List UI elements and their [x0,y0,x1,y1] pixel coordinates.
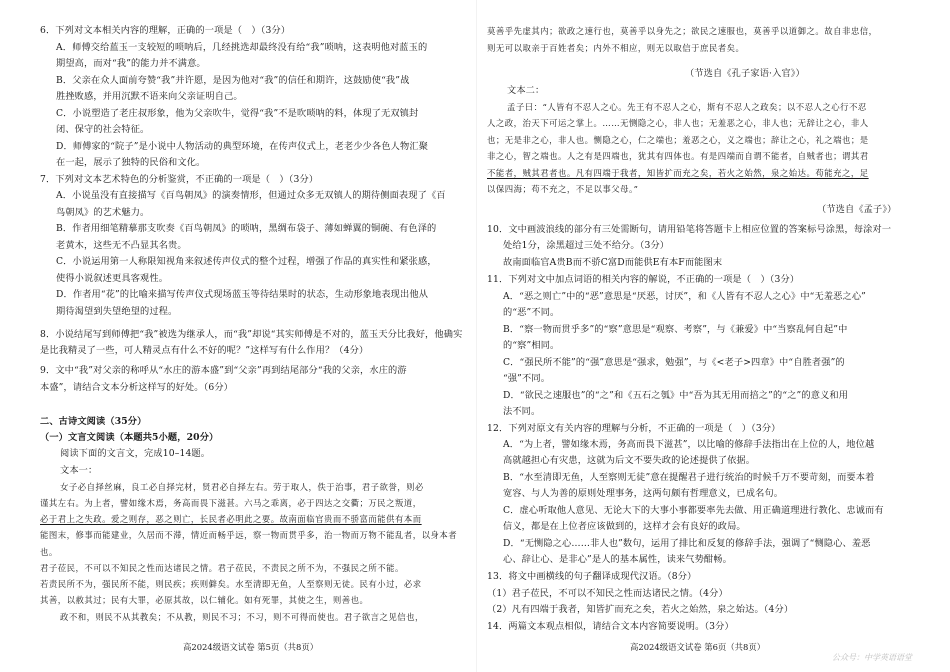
left-text-line: 其善，以赦其过；民有大罪，必原其故，以仁辅化。如有死罪，其使之生，则善也。 [40,595,369,605]
right-text-line: （1）君子莅民，不可以不知民之性而达诸民之情。（4分） [487,588,728,599]
right-text-line: 心、辞让心、是非心”是人的基本属性，读来气势酣畅。 [503,554,732,565]
right-text-line: 信义，都是在上位者应该做到的，这样才会有良好的政局。 [503,521,746,532]
left-text-line: B．父亲在众人面前夸赞“我”并许愿，是因为他对“我”的信任和期许，这鼓励使“我”战 [56,75,410,86]
right-text-line: 高就越担心有灾患，这就为后文不要失政的论述提供了依据。 [503,455,756,466]
right-text-line: D．“欲民之速服也”的“之”和《五石之瓠》中“吾为其无用而掊之”的“之”的意义和用 [503,390,849,401]
right-text-line: 非之心，智之端也。人之有是四端也，犹其有四体也。有是四端而自谓不能者，自贼者也；谓其君 [487,151,869,161]
right-text-line: 也；无是非之心，非人也。恻隐之心，仁之端也；羞恶之心，义之端也；辞让之心，礼之端也；是 [487,135,869,145]
right-text-line: A．“为上者，譬如缘木焉，务高而畏下滋甚”，以比喻的修辞手法指出在上位的人，地位越 [503,439,875,450]
right-text-line: A．“恶之则亡”中的“恶”意思是“厌恶，讨厌”，和《人皆有不忍人之心》中“无羞恶之心” [503,291,867,302]
left-text-line: 使得小说叙述更具客观性。 [56,273,169,284]
right-text-line: 11．下列对文中加点词语的相关内容的解说，不正确的一项是（ ）（3分） [487,274,800,285]
left-text-line: 9．文中“我”对父亲的称呼从“水庄的游本盛”到“父亲”再到结尾部分“我的父亲，水庄的游 [40,365,407,376]
left-page-footer: 高2024级语文试卷 第5页（共8页） [183,642,319,652]
right-text-line: 宽容、与人为善的原则处理事务，这两句颇有哲理意义，已成名句。 [503,488,784,499]
left-text-line: C．小说运用第一人称限知视角来叙述传声仪式的整个过程，增强了作品的真实性和紧张感， [56,256,437,267]
right-text-line: 12．下列对原文有关内容的理解与分析，不正确的一项是（ ）（3分） [487,423,781,434]
left-text-line: B．作者用细笔精摹那支吹奏《百鸟朝凤》的唢呐，黑绸布袋子、薄如蝉翼的铜碗、有色泽的 [56,223,437,234]
left-text-line: 文本一： [60,465,98,476]
left-text-line: 君子莅民，不可以不知民之性而达诸民之情。君子莅民，不责民之所不为，不强民之所不能。 [40,563,404,573]
left-text-line: 期望高，而对“我”的能力并不满意。 [56,58,206,69]
left-text-line: 能图末，修事而能建业，久居而不滞，情近而畅乎远，察一物而贯乎多，治一物而万物不能乱者，以身本者 [40,530,458,540]
left-text-line: 7．下列对文本艺术特色的分析鉴赏，不正确的一项是（ ）（3分） [40,174,319,185]
left-text-line: 6．下列对文本相关内容的理解，正确的一项是（ ）（3分） [40,25,291,36]
right-text-line: （节选自《孟子》） [817,204,897,215]
right-text-line: 13．将文中画横线的句子翻译成现代汉语。（8分） [487,571,697,582]
page-divider [476,0,477,672]
right-text-line: 人之政，治天下可运之掌上。……无恻隐之心，非人也；无羞恶之心，非人也；无辞让之心，非人 [487,118,869,128]
right-text-line: 不能者，贼其君者也。凡有四端于我者，知皆扩而充之矣，若火之始然，泉之始达。苟能充之，足 [487,168,869,178]
left-text-line: D．作者用“花”的比喻来描写传声仪式现场蓝玉等待结果时的状态，生动形象地表现出他从 [56,289,429,300]
right-text-line: 10．文中画波浪线的部分有三处需断句，请用铅笔将答题卡上相应位置的答案标号涂黑，每涂对一 [487,224,892,235]
left-text-line: （一）文言文阅读（本题共5小题，20分） [40,432,219,443]
right-text-line: 文本二： [507,85,545,96]
left-text-line: 胜挫败感，并用沉默不语来向父亲证明自己。 [56,91,243,102]
left-text-line: 女子必自择丝麻，良工必自择完材，贤君必自择左右。劳于取人，佚于治事，君子欲誉，则必 [60,482,424,492]
right-text-line: 法不同。 [503,406,541,417]
right-text-line: D．“无恻隐之心……非人也”数句，运用了排比和反复的修辞手法，强调了“恻隐心、羞恶 [503,538,871,549]
watermark-text: 公众号：中学英语语堂 [832,653,912,662]
left-text-line: 谨其左右。为上者，譬如缘木焉，务高而畏下滋甚。六马之乖离，必于四达之交衢；万民之叛道， [40,498,422,508]
right-text-line: C．“强民所不能”的“强”意思是“强求，勉强”，与《<老子>四章》中“自胜者强”的 [503,357,845,368]
left-text-line: 在一起，展示了独特的民俗和文化。 [56,157,206,168]
left-text-line: 8．小说结尾写到师傅把“我”被选为继承人，而“我”却说“其实师傅是不对的，蓝玉天分比我好，他确实 [40,329,463,340]
left-text-line: 期待渴望到失望绝望的过程。 [56,306,178,317]
right-text-line: “强”不同。 [503,373,551,384]
left-text-line: 本盛”，请结合文本分析这样写的好处。（6分） [40,382,233,393]
left-text-line: 政不和，则民不从其教矣；不从教，则民不习；不习，则不可得而使也。君子欲言之见信也， [60,612,424,622]
right-text-line: 莫善乎先虚其内；欲政之速行也，莫善乎以身先之；欲民之速服也，莫善乎以道御之。故自非忠信， [487,26,878,36]
right-text-line: 的“恶”不同。 [503,307,560,318]
right-page [487,0,923,672]
right-text-line: 故南面临官A贵B而不骄C富D而能供E有本F而能图末 [503,257,723,268]
right-text-line: B．“察一物而贯乎多”的“察”意思是“观察、考察”，与《兼爱》中“当察乱何自起”中 [503,324,848,335]
right-text-line: B．“水至清即无鱼，人至察则无徒”意在提醒君子进行统治的时候千万不要苛刻，而要本着 [503,472,875,483]
left-text-line: D．师傅家的“院子”是小说中人物活动的典型环境，在传声仪式上，老老少少各色人物汇聚 [56,141,429,152]
left-text-line: C．小说塑造了老庄叔形象，他为父亲吹牛，觉得“我”不是吹唢呐的料，体现了无双镇封 [56,108,419,119]
right-page-footer: 高2024级语文试卷 第6页（共8页） [630,642,766,652]
left-text-line: 老黄木，这些无不凸显其名贵。 [56,240,187,251]
right-text-line: 处给1分，涂黑超过三处不给分。（3分） [503,240,670,251]
right-text-line: 14．两篇文本观点相似，请结合文本内容简要说明。（3分） [487,621,734,632]
left-text-line: 若责民所不为，强民所不能，则民疾；疾则僻矣。水至清即无鱼，人至察则无徒。民有小过，必求 [40,579,422,589]
right-text-line: （节选自《孔子家语·入官》） [685,68,805,79]
right-text-line: 以保四海；苟不充之，不足以事父母。” [487,184,639,194]
right-text-line: 孟子曰：“人皆有不忍人之心。先王有不忍人之心，斯有不忍人之政矣；以不忍人之心行不忍 [507,102,867,112]
right-text-line: C．虚心听取他人意见、无论大下的大事小事都要率先去做、用正确道理进行教化、忠诚而有 [503,505,884,516]
left-text-line: A．师傅交给蓝玉一支较短的唢呐后，几经挑选却最终没有给“我”唢呐，这表明他对蓝玉的 [56,42,428,53]
right-text-line: 则无可以取亲于百姓者矣；内外不相应，则无以取信于庶民者矣。 [487,43,745,53]
left-text-line: 鸟朝凤》的艺术魅力。 [56,207,150,218]
right-text-line: 的“察”相同。 [503,340,560,351]
left-text-line: 闭、保守的社会特征。 [56,124,150,135]
left-text-line: 必于君上之失政。爱之则存，恶之则亡，长民者必明此之要。故南面临官贵而不骄富而能供有本而 [40,514,422,524]
left-text-line: A．小说虽没有直接描写《百鸟朝凤》的演奏情形，但通过众多无双镇人的期待侧面表现了《百 [56,190,446,201]
left-text-line: 是比我精灵了一些，可人精灵点有什么不好的呢？”这样写有什么作用？（4分） [40,345,369,356]
left-text-line: 也。 [40,547,58,557]
left-text-line: 阅读下面的文言文，完成10–14题。 [60,448,211,459]
left-page [40,0,470,672]
right-text-line: （2）凡有四端于我者，知皆扩而充之矣，若火之始然，泉之始达。（4分） [487,604,794,615]
left-text-line: 二、古诗文阅读（35分） [40,416,147,427]
